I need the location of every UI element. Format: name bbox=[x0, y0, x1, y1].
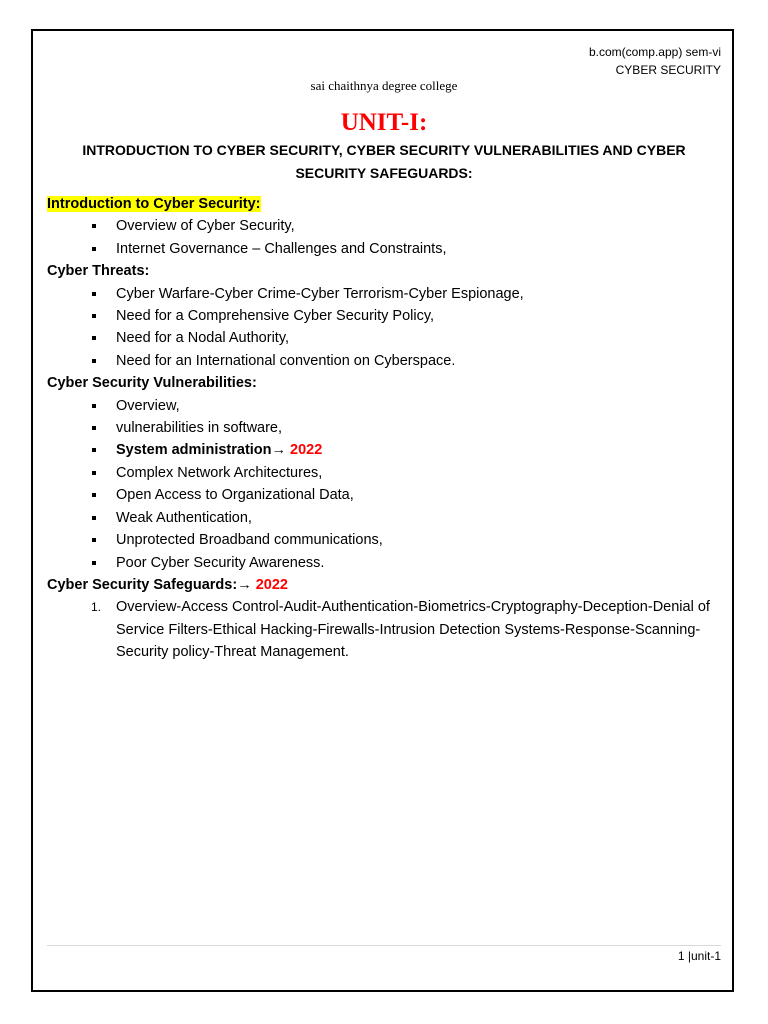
footer-divider bbox=[47, 945, 721, 946]
list-item bbox=[47, 484, 727, 506]
list-item-text: Unprotected Broadband communications, bbox=[116, 532, 383, 549]
list-item-sysadmin bbox=[47, 439, 727, 461]
list-item bbox=[47, 462, 727, 484]
bullet-icon bbox=[92, 448, 96, 452]
list-item-text: Internet Governance – Challenges and Constraints, bbox=[116, 240, 447, 257]
footer-unit: unit-1 bbox=[690, 949, 721, 963]
list-item bbox=[47, 305, 727, 327]
arrow-right-icon: → bbox=[237, 576, 252, 593]
list-item bbox=[47, 350, 727, 372]
section-safeguards-title bbox=[47, 574, 727, 596]
year-badge: 2022 bbox=[290, 442, 323, 459]
list-item bbox=[47, 215, 727, 237]
vulnerabilities-list bbox=[47, 395, 727, 574]
bullet-icon bbox=[92, 404, 96, 408]
section-threats-title: Cyber Threats: bbox=[47, 263, 150, 280]
safeguards-title-text: Cyber Security Safeguards: bbox=[47, 576, 238, 593]
list-item-text: Overview-Access Control-Audit-Authentication-Biometrics-Cryptography-Deception-Denial of Service Filters-Ethical Hacking-Firewalls-Intrusion Detection Systems-Response-Scanning-Security policy-Threat Management. bbox=[116, 599, 710, 661]
list-item-text: Overview of Cyber Security, bbox=[116, 218, 295, 235]
section-intro-title bbox=[47, 193, 727, 215]
list-item-text: Weak Authentication, bbox=[116, 509, 252, 526]
sysadmin-label: System administration bbox=[116, 442, 272, 459]
unit-title: UNIT-I: bbox=[340, 109, 428, 136]
arrow-right-icon: → bbox=[271, 442, 287, 459]
bullet-icon bbox=[92, 247, 96, 251]
section-vulnerabilities-title: Cyber Security Vulnerabilities: bbox=[47, 375, 257, 392]
course-label: b.com(comp.app) sem-vi bbox=[588, 45, 721, 59]
list-number: 1. bbox=[91, 600, 102, 615]
bullet-icon bbox=[92, 561, 96, 565]
bullet-icon bbox=[92, 224, 96, 228]
list-item-text: Complex Network Architectures, bbox=[116, 464, 323, 481]
list-item bbox=[47, 327, 727, 349]
list-item-text: Need for a Nodal Authority, bbox=[116, 330, 290, 347]
bullet-icon bbox=[92, 314, 96, 318]
list-item bbox=[47, 283, 727, 305]
list-item bbox=[47, 417, 727, 439]
list-item bbox=[47, 395, 727, 417]
list-item bbox=[47, 238, 727, 260]
highlighted-title: Introduction to Cyber Security: bbox=[47, 196, 261, 212]
list-item-text: Cyber Warfare-Cyber Crime-Cyber Terrorism-Cyber Espionage, bbox=[116, 285, 524, 302]
footer-separator: | bbox=[687, 949, 691, 963]
main-heading: INTRODUCTION TO CYBER SECURITY, CYBER SECURITY VULNERABILITIES AND CYBER SECURITY SAFEGUARDS: bbox=[82, 142, 686, 181]
bullet-icon bbox=[92, 516, 96, 520]
bullet-icon bbox=[92, 336, 96, 340]
list-item bbox=[47, 529, 727, 551]
page-header bbox=[589, 43, 721, 79]
bullet-icon bbox=[92, 292, 96, 296]
threats-list bbox=[47, 283, 727, 373]
safeguards-list bbox=[47, 596, 727, 663]
list-item-text: Need for an International convention on Cyberspace. bbox=[116, 352, 456, 369]
bullet-icon bbox=[92, 493, 96, 497]
intro-list bbox=[47, 215, 727, 260]
subject-label: CYBER SECURITY bbox=[615, 63, 721, 77]
list-item-text: Overview, bbox=[116, 397, 180, 414]
list-item bbox=[47, 596, 727, 663]
list-item-text: vulnerabilities in software, bbox=[116, 420, 283, 437]
bullet-icon bbox=[92, 426, 96, 430]
list-item-text: Open Access to Organizational Data, bbox=[116, 487, 354, 504]
list-item bbox=[47, 507, 727, 529]
list-item bbox=[47, 552, 727, 574]
year-badge: 2022 bbox=[255, 576, 288, 593]
bullet-icon bbox=[92, 471, 96, 475]
list-item-text: Poor Cyber Security Awareness. bbox=[116, 554, 325, 571]
bullet-icon bbox=[92, 359, 96, 363]
college-name: sai chaithnya degree college bbox=[310, 78, 458, 93]
page-number: 1 bbox=[677, 949, 685, 963]
content-body bbox=[47, 193, 727, 664]
list-item-text: Need for a Comprehensive Cyber Security Policy, bbox=[116, 308, 435, 325]
bullet-icon bbox=[92, 538, 96, 542]
page-footer bbox=[678, 948, 721, 964]
